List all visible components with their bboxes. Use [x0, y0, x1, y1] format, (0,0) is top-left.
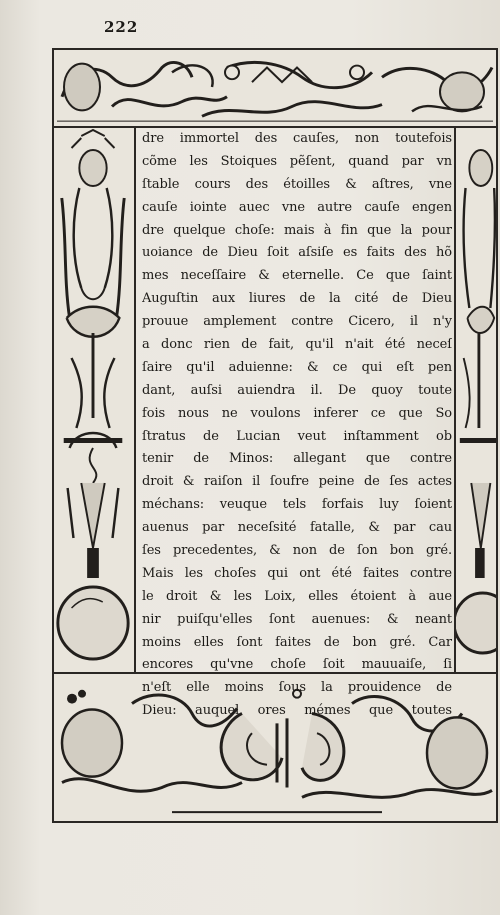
text-line: tenir de Minos: allegant que contre [142, 451, 452, 467]
text-line: a donc rien de fait, qu'il n'ait été neceſ [142, 337, 452, 353]
text-line: mes neceſſaire & eternelle. Ce que ſaint [142, 268, 452, 284]
text-line: nir puiſqu'elles ſont auenues: & neant [142, 611, 452, 627]
text-line: Mais les choſes qui ont été faites contre [142, 565, 452, 581]
text-line: n'eſt elle moins ſous la prouidence de [142, 680, 452, 696]
text-line: prouue amplement contre Cicero, il n'y [142, 314, 452, 330]
text-line: uoiance de Dieu ſoit aſsiſe es faits des hõ [142, 245, 452, 261]
body-text [142, 128, 452, 719]
text-line: Auguſtin aux liures de la cité de Dieu [142, 291, 452, 307]
text-line: cõme les Stoiques pẽſent, quand par vn [142, 153, 452, 169]
text-line: dre quelque choſe: mais à fin que la pour [142, 222, 452, 238]
text-line: fois nous ne voulons inferer ce que So [142, 405, 452, 421]
text-line: ſtratus de Lucian veut inſtamment ob [142, 428, 452, 444]
text-line: moins elles ſont faites de bon gré. Car [142, 634, 452, 650]
text-line: encores qu'vne choſe ſoit mauuaiſe, ſi [142, 657, 452, 673]
text-line: Dieu: auquel ores mémes que toutes [142, 703, 452, 719]
text-line: cauſe iointe auec vne autre cauſe engen [142, 199, 452, 215]
text-line: méchans: veuque tels forfais luy ſoient [142, 497, 452, 513]
text-line: dant, auſsi auiendra il. De quoy toute [142, 382, 452, 398]
text-line: auenus par neceſsité fatalle, & par cau [142, 520, 452, 536]
text-line: ſes precedentes, & non de ſon bon gré. [142, 543, 452, 559]
page-number: 222 [104, 18, 139, 36]
text-line: droit & raiſon il ſoufre peine de ſes actes [142, 474, 452, 490]
text-line: ſaire qu'il aduienne: & ce qui eſt pen [142, 359, 452, 375]
text-line: ſtable cours des étoilles & aſtres, vne [142, 176, 452, 192]
text-line: dre immortel des cauſes, non toutefois [142, 131, 452, 146]
text-line: le droit & les Loix, elles étoient à aue [142, 588, 452, 604]
